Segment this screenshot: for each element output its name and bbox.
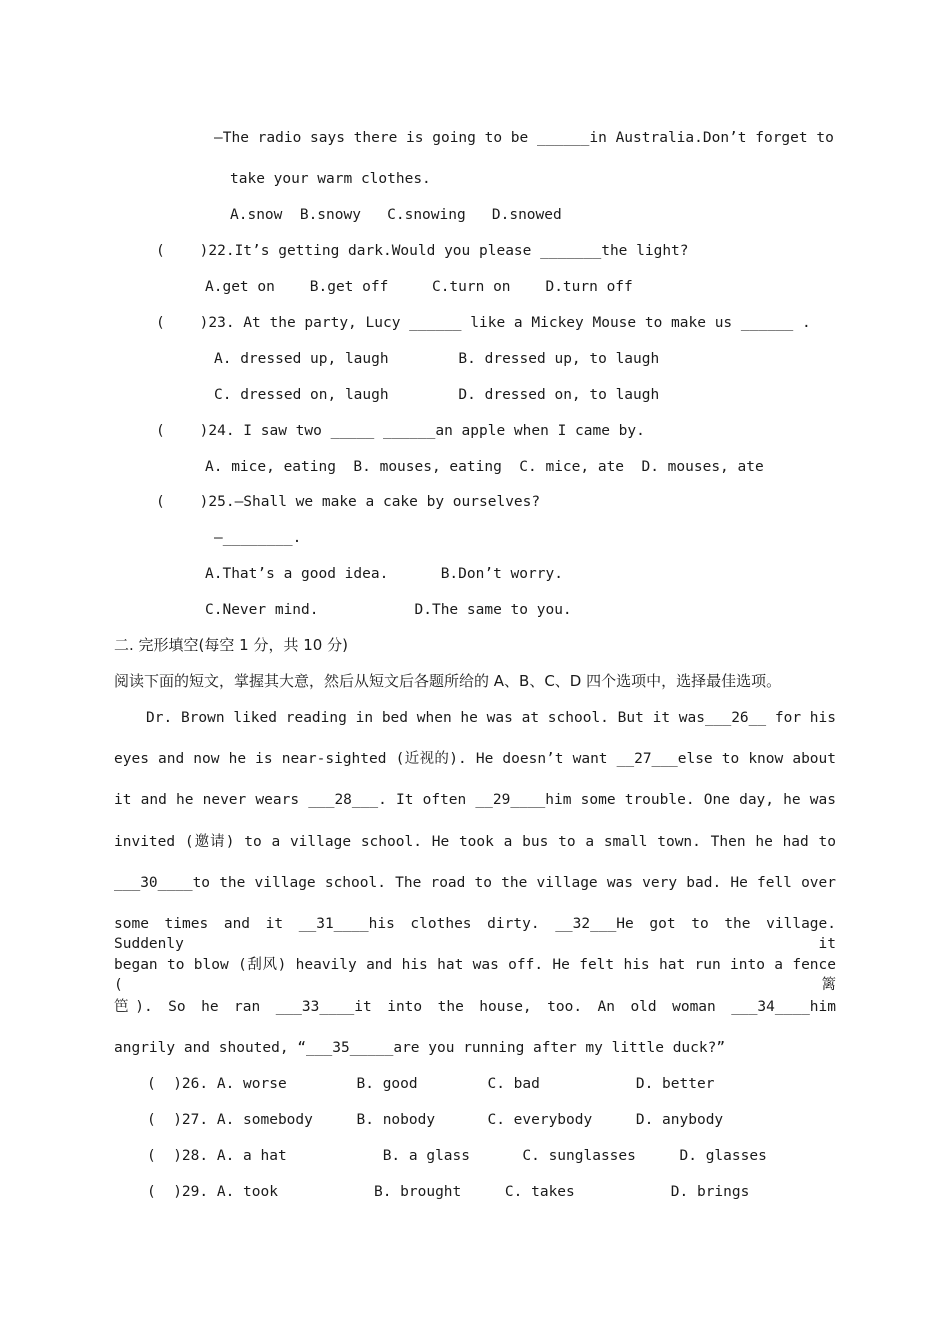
q23-options-cd: C. dressed on, laugh D. dressed on, to laugh	[214, 387, 660, 403]
cloze-option-27: ( )27. A. somebody B. nobody C. everybody D. anybody	[147, 1112, 724, 1128]
section-heading: 二. 完形填空(每空 1 分，共 10 分)	[114, 636, 348, 654]
passage-line-4: invited (邀请) to a village school. He took a bus to a small town. Then he had to	[114, 834, 836, 850]
passage-line-6: some times and it __31____his clothes dirty. __32___He got to the village. Suddenly it	[114, 916, 836, 952]
q25-options-cd: C.Never mind. D.The same to you.	[205, 602, 572, 618]
q24-stem: ( )24. I saw two _____ ______an apple when I came by.	[156, 423, 645, 439]
passage-line-7: began to blow (刮风) heavily and his hat was off. He felt his hat run into a fence (篱	[114, 957, 836, 993]
q24-options: A. mice, eating B. mouses, eating C. mice, ate D. mouses, ate	[205, 459, 764, 475]
section-instructions: 阅读下面的短文，掌握其大意，然后从短文后各题所给的 A、B、C、D 四个选项中，选择最佳选项。	[114, 672, 782, 690]
q23-stem: ( )23. At the party, Lucy ______ like a Mickey Mouse to make us ______ .	[156, 315, 811, 331]
passage-line-9: angrily and shouted, “___35_____are you running after my little duck?”	[114, 1040, 726, 1056]
q23-options-ab: A. dressed up, laugh B. dressed up, to laugh	[214, 351, 660, 367]
passage-line-8: 笆). So he ran ___33____it into the house, too. An old woman ___34____him	[114, 999, 836, 1015]
q21-dialog-line2: take your warm clothes.	[230, 171, 431, 187]
q21-options: A.snow B.snowy C.snowing D.snowed	[230, 207, 562, 223]
q25-reply: —________.	[214, 530, 302, 546]
cloze-option-28: ( )28. A. a hat B. a glass C. sunglasses D. glasses	[147, 1148, 767, 1164]
passage-line-2: eyes and now he is near-sighted (近视的). He doesn’t want __27___else to know about	[114, 751, 836, 767]
cloze-option-29: ( )29. A. took B. brought C. takes D. brings	[147, 1184, 750, 1200]
passage-line-1: Dr. Brown liked reading in bed when he was at school. But it was___26__ for his	[146, 710, 836, 726]
passage-line-5: ___30____to the village school. The road to the village was very bad. He fell over	[114, 875, 836, 891]
q25-options-ab: A.That’s a good idea. B.Don’t worry.	[205, 566, 563, 582]
q22-stem: ( )22.It’s getting dark.Would you please _______the light?	[156, 243, 689, 259]
cloze-option-26: ( )26. A. worse B. good C. bad D. better	[147, 1076, 715, 1092]
q21-dialog-line1: —The radio says there is going to be ______in Australia.Don’t forget to	[214, 130, 834, 146]
q25-stem: ( )25.—Shall we make a cake by ourselves?	[156, 494, 541, 510]
q22-options: A.get on B.get off C.turn on D.turn off	[205, 279, 633, 295]
passage-line-3: it and he never wears ___28___. It often __29____him some trouble. One day, he was	[114, 792, 836, 808]
